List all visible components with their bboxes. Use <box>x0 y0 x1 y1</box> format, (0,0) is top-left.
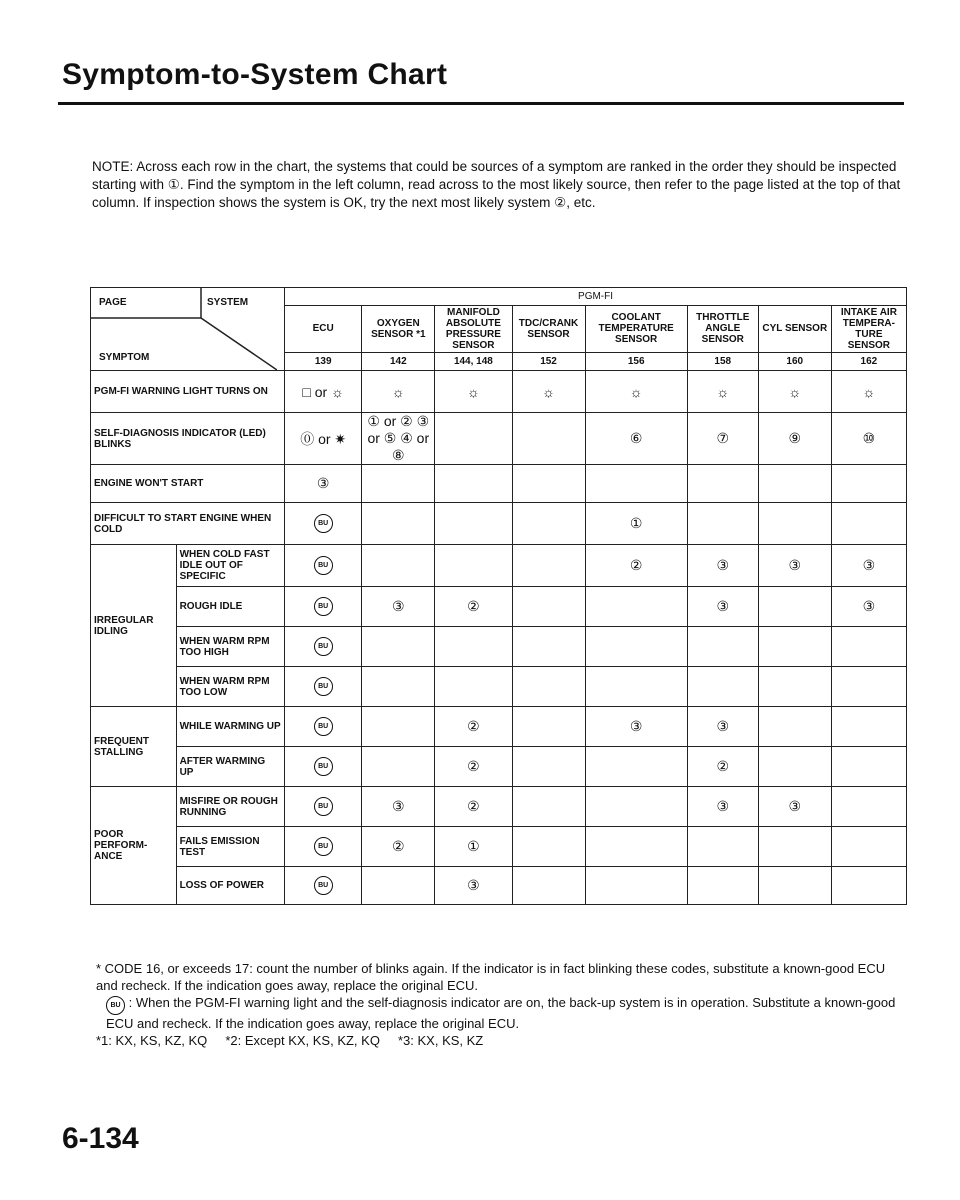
table-row <box>91 413 907 465</box>
chart-cell <box>758 747 831 787</box>
chart-cell <box>435 747 512 787</box>
rank-mark: □ or ☼ <box>302 383 344 400</box>
chart-cell <box>831 503 906 545</box>
chart-cell <box>285 413 362 465</box>
backup-icon: BU <box>314 597 333 616</box>
chart-cell <box>362 465 435 503</box>
chart-cell <box>687 413 758 465</box>
sub-symptom-cell: AFTER WARMING UP <box>176 747 285 787</box>
chart-cell <box>585 465 687 503</box>
table-row <box>91 867 907 905</box>
rank-mark: ⑩ <box>862 430 876 446</box>
chart-cell <box>687 787 758 827</box>
sub-symptom-cell: LOSS OF POWER <box>176 867 285 905</box>
chart-cell <box>585 371 687 413</box>
note-text: NOTE: Across each row in the chart, the systems that could be sources of a symptom are ranked in the order they should be inspected starting with ①. Find the symptom in the left column, read across to the most likely source, then refer to the page listed at the top of that column. If inspection shows the system is OK, try the next most likely system ②, etc. <box>92 159 901 210</box>
chart-cell <box>758 545 831 587</box>
pgmfi-group-header: PGM-FI <box>285 288 907 306</box>
rank-mark: ③ <box>716 798 730 814</box>
chart-cell <box>512 587 585 627</box>
system-label: SYSTEM <box>207 297 249 308</box>
rank-mark: ③ <box>392 598 405 614</box>
chart-cell <box>362 627 435 667</box>
chart-cell <box>687 465 758 503</box>
chart-cell <box>512 787 585 827</box>
rank-mark: ② <box>629 557 643 573</box>
chart-cell <box>512 465 585 503</box>
symptom-label: SYMPTOM <box>99 352 150 363</box>
chart-cell <box>831 787 906 827</box>
chart-cell <box>435 867 512 905</box>
chart-cell <box>687 707 758 747</box>
chart-cell <box>758 787 831 827</box>
rank-mark: ③ <box>788 798 802 814</box>
backup-icon: BU <box>314 837 333 856</box>
chart-cell <box>831 827 906 867</box>
column-page: 144, 148 <box>435 352 512 370</box>
chart-cell <box>585 503 687 545</box>
table-row <box>91 503 907 545</box>
chart-cell <box>512 413 585 465</box>
backup-icon: BU <box>106 996 125 1015</box>
chart-cell <box>687 667 758 707</box>
chart-cell <box>285 627 362 667</box>
sub-symptom-cell: FAILS EMISSION TEST <box>176 827 285 867</box>
column-header: COOLANT TEMPERATURE SENSOR <box>585 306 687 353</box>
sub-symptom-cell: WHILE WARMING UP <box>176 707 285 747</box>
rank-mark: ③ <box>788 557 802 573</box>
rank-mark: ☼ <box>788 383 802 400</box>
column-page: 156 <box>585 352 687 370</box>
chart-cell <box>435 707 512 747</box>
table-row <box>91 371 907 413</box>
chart-cell <box>831 707 906 747</box>
sub-symptom-cell: MISFIRE OR ROUGH RUNNING <box>176 787 285 827</box>
chart-cell <box>362 545 435 587</box>
column-header: MANIFOLD ABSOLUTE PRESSURE SENSOR <box>435 306 512 353</box>
chart-cell <box>585 707 687 747</box>
backup-icon: BU <box>314 797 333 816</box>
footnotes <box>96 960 904 1049</box>
rank-mark: ③ <box>716 557 730 573</box>
column-header: INTAKE AIR TEMPERA-TURE SENSOR <box>831 306 906 353</box>
chart-cell <box>362 667 435 707</box>
table-row <box>91 747 907 787</box>
chart-cell <box>285 827 362 867</box>
chart-cell <box>285 867 362 905</box>
rank-mark: ⑥ <box>629 430 643 446</box>
chart-cell <box>435 587 512 627</box>
chart-cell <box>435 503 512 545</box>
column-page: 158 <box>687 352 758 370</box>
symptom-group: IRREGULAR IDLING <box>91 545 177 707</box>
sub-symptom-cell: WHEN COLD FAST IDLE OUT OF SPECIFIC <box>176 545 285 587</box>
table-row <box>91 545 907 587</box>
chart-cell <box>362 787 435 827</box>
chart-cell <box>687 545 758 587</box>
rank-mark: ③ <box>629 718 643 734</box>
chart-cell <box>758 465 831 503</box>
chart-cell <box>435 827 512 867</box>
chart-cell <box>512 545 585 587</box>
chart-cell <box>512 747 585 787</box>
chart-cell <box>435 413 512 465</box>
rank-mark: ② <box>467 718 480 734</box>
backup-icon: BU <box>314 717 333 736</box>
chart-cell <box>285 371 362 413</box>
chart-cell <box>831 413 906 465</box>
chart-cell <box>435 667 512 707</box>
rank-mark: ☼ <box>629 383 643 400</box>
chart-cell <box>362 867 435 905</box>
chart-cell <box>285 545 362 587</box>
chart-cell <box>435 371 512 413</box>
chart-cell <box>758 707 831 747</box>
sub-symptom-cell: ROUGH IDLE <box>176 587 285 627</box>
rank-mark: ③ <box>316 475 330 491</box>
chart-cell <box>512 627 585 667</box>
chart-cell <box>687 371 758 413</box>
rank-mark: ③ <box>467 877 480 893</box>
rank-mark: ② <box>467 758 480 774</box>
table-row <box>91 787 907 827</box>
backup-icon: BU <box>314 637 333 656</box>
backup-icon: BU <box>314 677 333 696</box>
symptom-cell: SELF-DIAGNOSIS INDICATOR (LED) BLINKS <box>91 413 285 465</box>
column-page: 142 <box>362 352 435 370</box>
column-header: ECU <box>285 306 362 353</box>
page-number: 6-134 <box>62 1122 139 1155</box>
chart-cell <box>585 627 687 667</box>
footnote-code16: * CODE 16, or exceeds 17: count the number of blinks again. If the indicator is in fact blinking these codes, substitute a known-good ECU and recheck. If the indication goes away, replace the original ECU. <box>96 961 886 993</box>
rank-mark: ① or ② ③ or ⑤ ④ or ⑧ <box>367 413 430 463</box>
chart-cell <box>512 707 585 747</box>
chart-cell <box>585 545 687 587</box>
table-row <box>91 627 907 667</box>
chart-cell <box>831 747 906 787</box>
chart-cell <box>285 787 362 827</box>
rank-mark: ① <box>467 838 480 854</box>
chart-cell <box>758 867 831 905</box>
rank-mark: ② <box>392 838 405 854</box>
chart-cell <box>831 545 906 587</box>
chart-cell <box>687 587 758 627</box>
page-title: Symptom-to-System Chart <box>62 58 448 91</box>
table-row <box>91 827 907 867</box>
column-page: 160 <box>758 352 831 370</box>
chart-cell <box>758 371 831 413</box>
rank-mark: ☼ <box>466 383 480 400</box>
symptom-cell: ENGINE WON'T START <box>91 465 285 503</box>
chart-cell <box>687 627 758 667</box>
chart-cell <box>585 587 687 627</box>
rank-mark: ☼ <box>391 383 405 400</box>
chart-cell <box>362 503 435 545</box>
backup-icon: BU <box>314 556 333 575</box>
title-rule <box>58 102 904 105</box>
rank-mark: ⓪ or ✷ <box>300 430 347 447</box>
page-label: PAGE <box>99 297 127 308</box>
rank-mark: ③ <box>716 598 730 614</box>
rank-mark: ③ <box>392 798 405 814</box>
footnote-models: *1: KX, KS, KZ, KQ *2: Except KX, KS, KZ, KQ *3: KX, KS, KZ <box>96 1033 484 1048</box>
backup-icon: BU <box>314 876 333 895</box>
rank-mark: ③ <box>862 557 876 573</box>
chart-cell <box>512 827 585 867</box>
column-header: THROTTLE ANGLE SENSOR <box>687 306 758 353</box>
rank-mark: ☼ <box>542 383 555 400</box>
corner-cell <box>91 288 285 371</box>
chart-cell <box>585 667 687 707</box>
chart-cell <box>285 707 362 747</box>
rank-mark: ⑦ <box>716 430 730 446</box>
column-header: CYL SENSOR <box>758 306 831 353</box>
rank-mark: ⑨ <box>788 430 802 446</box>
table-row <box>91 707 907 747</box>
chart-cell <box>362 827 435 867</box>
symptom-chart <box>90 287 907 905</box>
symptom-cell: PGM-FI WARNING LIGHT TURNS ON <box>91 371 285 413</box>
chart-cell <box>687 867 758 905</box>
chart-cell <box>512 503 585 545</box>
chart-cell <box>362 371 435 413</box>
chart-cell <box>758 627 831 667</box>
chart-cell <box>512 371 585 413</box>
chart-cell <box>362 747 435 787</box>
column-header: OXYGEN SENSOR *1 <box>362 306 435 353</box>
table-row <box>91 667 907 707</box>
chart-cell <box>758 503 831 545</box>
chart-cell <box>687 827 758 867</box>
chart-cell <box>585 787 687 827</box>
chart-cell <box>758 413 831 465</box>
rank-mark: ☼ <box>716 383 730 400</box>
chart-cell <box>687 503 758 545</box>
symptom-group: FREQUENT STALLING <box>91 707 177 787</box>
backup-icon: BU <box>314 757 333 776</box>
chart-cell <box>512 667 585 707</box>
column-page: 162 <box>831 352 906 370</box>
chart-cell <box>758 827 831 867</box>
chart-cell <box>285 503 362 545</box>
chart-cell <box>585 827 687 867</box>
chart-cell <box>687 747 758 787</box>
rank-mark: ☼ <box>862 383 876 400</box>
backup-icon: BU <box>314 514 333 533</box>
chart-cell <box>362 413 435 465</box>
chart-cell <box>435 545 512 587</box>
chart-cell <box>285 465 362 503</box>
chart-cell <box>585 747 687 787</box>
rank-mark: ② <box>467 798 480 814</box>
chart-cell <box>758 587 831 627</box>
chart-cell <box>831 371 906 413</box>
column-page: 152 <box>512 352 585 370</box>
chart-cell <box>435 627 512 667</box>
chart-cell <box>831 627 906 667</box>
symptom-group: POOR PERFORM-ANCE <box>91 787 177 905</box>
rank-mark: ① <box>629 515 643 531</box>
rank-mark: ③ <box>716 718 730 734</box>
column-header: TDC/CRANK SENSOR <box>512 306 585 353</box>
chart-cell <box>831 587 906 627</box>
footnote-backup: : When the PGM-FI warning light and the self-diagnosis indicator are on, the back-up system is in operation. Substitute a known-good ECU and recheck. If the indication goes away, replace the original ECU. <box>106 995 896 1031</box>
chart-cell <box>758 667 831 707</box>
chart-cell <box>285 587 362 627</box>
chart-cell <box>585 867 687 905</box>
chart-cell <box>285 667 362 707</box>
chart-cell <box>831 867 906 905</box>
chart-cell <box>362 587 435 627</box>
rank-mark: ③ <box>862 598 876 614</box>
chart-cell <box>831 667 906 707</box>
symptom-cell: DIFFICULT TO START ENGINE WHEN COLD <box>91 503 285 545</box>
table-row <box>91 587 907 627</box>
table-row <box>91 465 907 503</box>
sub-symptom-cell: WHEN WARM RPM TOO HIGH <box>176 627 285 667</box>
rank-mark: ② <box>716 758 730 774</box>
rank-mark: ② <box>467 598 480 614</box>
column-page: 139 <box>285 352 362 370</box>
chart-cell <box>435 465 512 503</box>
chart-cell <box>512 867 585 905</box>
sub-symptom-cell: WHEN WARM RPM TOO LOW <box>176 667 285 707</box>
chart-cell <box>831 465 906 503</box>
chart-cell <box>435 787 512 827</box>
chart-cell <box>362 707 435 747</box>
chart-cell <box>585 413 687 465</box>
chart-cell <box>285 747 362 787</box>
